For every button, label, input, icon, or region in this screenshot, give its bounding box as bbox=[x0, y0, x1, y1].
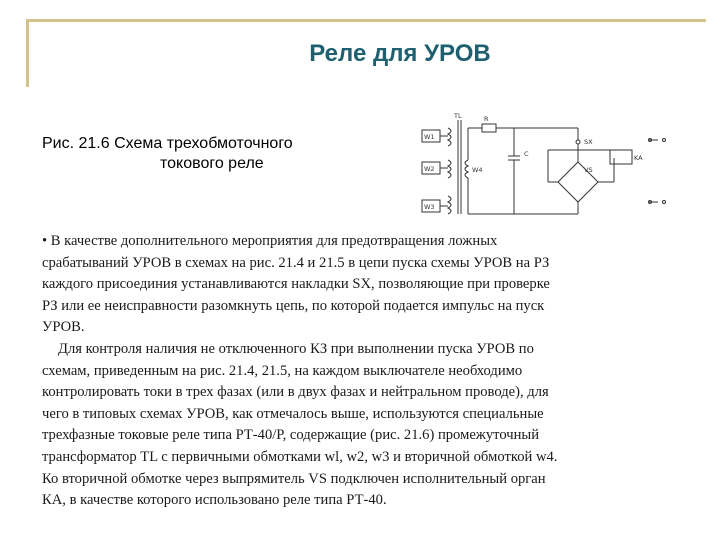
slide-title: Реле для УРОВ bbox=[309, 40, 491, 67]
coil-w4 bbox=[465, 160, 468, 178]
p2-line: чего в типовых схемах УРОВ, как отмечалось выше, используются специальные bbox=[42, 405, 544, 422]
label-w2: W2 bbox=[424, 165, 435, 173]
label-w4: W4 bbox=[472, 166, 483, 174]
label-ka: KA bbox=[634, 154, 643, 162]
p2-line: Для контроля наличия не отключенного КЗ при выполнении пуска УРОВ по bbox=[58, 340, 534, 357]
p2-line: схемам, приведенным на рис. 21.4, 21.5, на каждом выключателе необходимо bbox=[42, 362, 523, 379]
p1-line: УРОВ. bbox=[42, 319, 85, 336]
label-sx: SX bbox=[584, 138, 593, 146]
coil-w1 bbox=[448, 128, 451, 146]
p1-line: каждого присоединия устанавливаются накладки SX, позволяющие при проверке bbox=[42, 276, 550, 293]
p2-line: контролировать токи в трех фазах (или в двух фазах и нейтральном проводе), для bbox=[42, 384, 549, 401]
p2-line: трансформатор TL с первичными обмотками wl, w2, w3 и вторичной обмоткой w4. bbox=[42, 448, 558, 465]
figure-caption bbox=[42, 134, 342, 174]
label-c: C bbox=[524, 150, 529, 158]
p1-line: • В качестве дополнительного мероприятия для предотвращения ложных bbox=[42, 233, 498, 249]
label-w3: W3 bbox=[424, 203, 435, 211]
body-text bbox=[42, 231, 682, 512]
switch-sx bbox=[576, 140, 580, 144]
p1-line: срабатываний УРОВ в схемах на рис. 21.4 и 21.5 в цепи пуска схемы УРОВ на РЗ bbox=[42, 254, 550, 271]
paragraph-2 bbox=[42, 339, 682, 512]
p2-line: трехфазные токовые реле типа РТ-40/Р, содержащие (рис. 21.6) промежуточный bbox=[42, 427, 540, 444]
label-vs: VS bbox=[584, 166, 593, 174]
caption-line-1: Рис. 21.6 Схема трехобмоточного bbox=[42, 135, 293, 152]
coil-w2 bbox=[448, 160, 451, 178]
caption-line-2: токового реле bbox=[160, 155, 264, 172]
p2-line: КА, в качестве которого использовано реле типа РТ-40. bbox=[42, 492, 387, 509]
slide-frame-top-border bbox=[26, 19, 706, 22]
resistor-r bbox=[482, 124, 496, 132]
relay-ka bbox=[610, 150, 632, 164]
p1-line: РЗ или ее неисправности разомкнуть цепь, по которой подается импульс на пуск bbox=[42, 297, 545, 314]
label-tl: TL bbox=[454, 112, 462, 120]
p2-line: Ко вторичной обмотке через выпрямитель VS подключен исполнительный орган bbox=[42, 470, 546, 487]
paragraph-1 bbox=[42, 231, 682, 339]
relay-circuit-diagram bbox=[418, 110, 678, 222]
label-r: R bbox=[484, 115, 489, 123]
coil-w3 bbox=[448, 196, 451, 214]
label-w1: W1 bbox=[424, 133, 435, 141]
